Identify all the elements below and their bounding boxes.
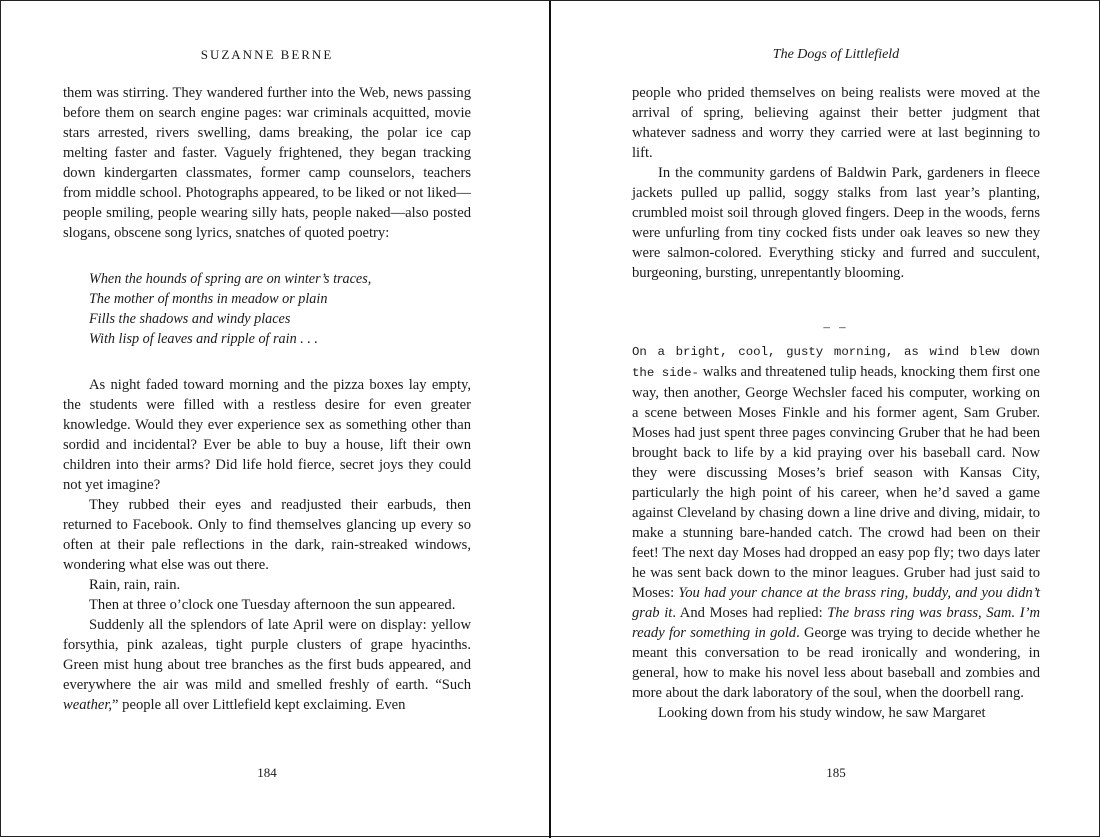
paragraph: them was stirring. They wandered further into the Web, news passing before them on search engine pages: war criminals acquitted, movie stars arrested, rivers swelling, dams breaking, the polar ice cap melting faster and faster. Vaguely frightened, they began tracking down kindergarten classmates, former camp counselors, teachers from middle school. Photographs appeared, to be liked or not liked—people smiling, people wearing silly hats, people naked—also posted slogans, obscene song lyrics, snatches of quoted poetry: <box>63 85 471 241</box>
left-page <box>63 1 471 838</box>
left-page-body <box>63 83 471 715</box>
text-run: . George was trying to decide whether he meant this conversation to be read ironically and wondering, in general, how to make his novel less about baseball and zombies and more about the dark laboratory of the soul, when the doorbell rang. <box>632 625 1040 701</box>
opening-line: On a bright, cool, gusty morning, as wind blew down the side- <box>632 345 1040 380</box>
right-page <box>632 1 1040 838</box>
verse-line: When the hounds of spring are on winter’s traces, <box>89 271 372 287</box>
text-run: ” people all over Littlefield kept exclaiming. Even <box>112 697 406 713</box>
page-number: 185 <box>826 765 846 780</box>
verse-line: With lisp of leaves and ripple of rain . . . <box>89 331 318 347</box>
paragraph <box>632 341 1040 703</box>
running-head-author: SUZANNE BERNE <box>200 47 334 62</box>
paragraph: In the community gardens of Baldwin Park, gardeners in fleece jackets pulled up pallid, soggy stalks from last year’s planting, crumbled moist soil through gloved fingers. Deep in the woods, ferns were unfurling from tiny cocked fists under oak leaves so new they were salmon-colored. Everything sticky and furred and succulent, burgeoning, bursting, unrepentantly blooming. <box>632 165 1040 281</box>
paragraph: people who prided themselves on being realists were moved at the arrival of spring, believing against their better judgment that whatever sadness and worry they carried were at last beginning to lift. <box>632 85 1040 161</box>
paragraph: They rubbed their eyes and readjusted their earbuds, then returned to Facebook. Only to find themselves glancing up every so often at their pale reflections in the dark, rain-streaked windows, wondering what else was out there. <box>63 497 471 573</box>
text-run: Suddenly all the splendors of late April were on display: yellow forsythia, pink azaleas, tight purple clusters of grape hyacinths. Green mist hung about tree branches as the first buds appeared, and everywhere the air was mild and smelled freshly of earth. “Such <box>63 617 471 693</box>
emphasis: weather, <box>63 697 113 713</box>
text-run: walks and threatened tulip heads, knocking them first one way, then another, George Wechsler faced his computer, working on a scene between Moses Finkle and his former agent, Sam Gruber. Moses had just spent three pages convincing Gruber that he had been brought back to life by a kid praying over his baseball card. Now they were discussing Moses’s brief season with Kansas City, particularly the high point of his career, when he’d saved a game against Cleveland by chasing down a line drive and diving, midair, to make a stunning bare-handed catch. The crowd had been on their feet! The next day Moses had dropped an easy pop fly; two days later he was sent back down to the minor leagues. Gruber had just said to Moses: <box>632 364 1041 601</box>
right-page-body <box>632 83 1040 723</box>
verse-line: Fills the shadows and windy places <box>89 311 291 327</box>
verse-line: The mother of months in meadow or plain <box>89 291 328 307</box>
running-head-title: The Dogs of Littlefield <box>772 47 900 62</box>
emphasis: The brass ring was brass, Sam. I’m ready for something in gold <box>632 605 1040 641</box>
paragraph: Rain, rain, rain. <box>89 577 181 593</box>
paragraph <box>63 615 471 715</box>
paragraph: Looking down from his study window, he saw Margaret <box>658 705 986 721</box>
text-run: . And Moses had replied: <box>672 605 828 621</box>
section-break: – – <box>823 319 849 334</box>
paragraph: As night faded toward morning and the pizza boxes lay empty, the students were filled with a restless desire for even greater knowledge. Would they ever experience sex as something other than sordid and incidental? Ever be able to buy a house, lift their own children into their arms? Did life hold fierce, secret joys they could not yet imagine? <box>63 377 471 493</box>
emphasis: You had your chance at the brass ring, buddy, and you didn’t grab it <box>632 585 1041 621</box>
paragraph: Then at three o’clock one Tuesday afternoon the sun appeared. <box>89 597 456 613</box>
page-number: 184 <box>257 765 277 780</box>
verse-quote <box>89 269 471 349</box>
page-gutter <box>549 1 551 838</box>
